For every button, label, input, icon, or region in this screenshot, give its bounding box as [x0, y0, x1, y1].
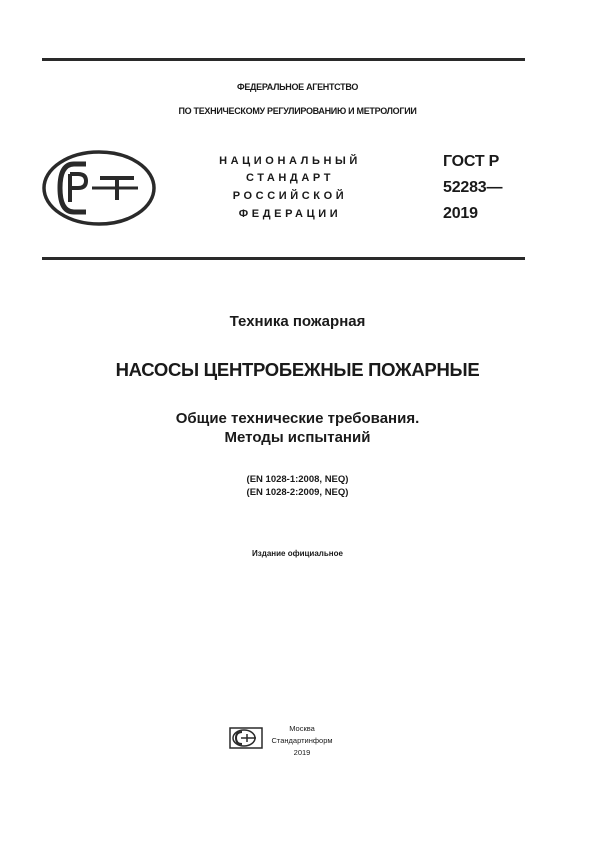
national-standard-line-3: РОССИЙСКОЙ — [232, 190, 348, 202]
agency-line-1: ФЕДЕРАЛЬНОЕ АГЕНТСТВО — [236, 82, 359, 92]
document-category: Техника пожарная — [229, 313, 366, 330]
publisher-year: 2019 — [293, 748, 311, 757]
agency-line-2: ПО ТЕХНИЧЕСКОМУ РЕГУЛИРОВАНИЮ И МЕТРОЛОГИИ — [178, 106, 417, 116]
gost-designation-line-2: 52283— — [443, 179, 503, 196]
gost-designation-line-1: ГОСТ Р — [443, 153, 500, 170]
reference-standard-1: (EN 1028-1:2008, NEQ) — [246, 474, 349, 485]
document-subtitle-line-2: Методы испытаний — [224, 429, 371, 446]
reference-standard-2: (EN 1028-2:2009, NEQ) — [246, 487, 349, 498]
national-standard-line-2: СТАНДАРТ — [245, 172, 335, 184]
standartinform-logo — [229, 727, 263, 749]
publisher-name: Стандартинформ — [271, 736, 333, 745]
bottom-rule — [42, 257, 525, 260]
gost-designation-line-3: 2019 — [443, 205, 478, 222]
edition-note: Издание официальное — [252, 549, 343, 558]
rst-logo — [42, 150, 156, 226]
national-standard-line-1: НАЦИОНАЛЬНЫЙ — [219, 155, 361, 167]
document-title: НАСОСЫ ЦЕНТРОБЕЖНЫЕ ПОЖАРНЫЕ — [115, 359, 480, 380]
top-rule — [42, 58, 525, 61]
publisher-city: Москва — [289, 724, 315, 733]
document-subtitle-line-1: Общие технические требования. — [175, 410, 420, 427]
national-standard-line-4: ФЕДЕРАЦИИ — [238, 208, 342, 220]
